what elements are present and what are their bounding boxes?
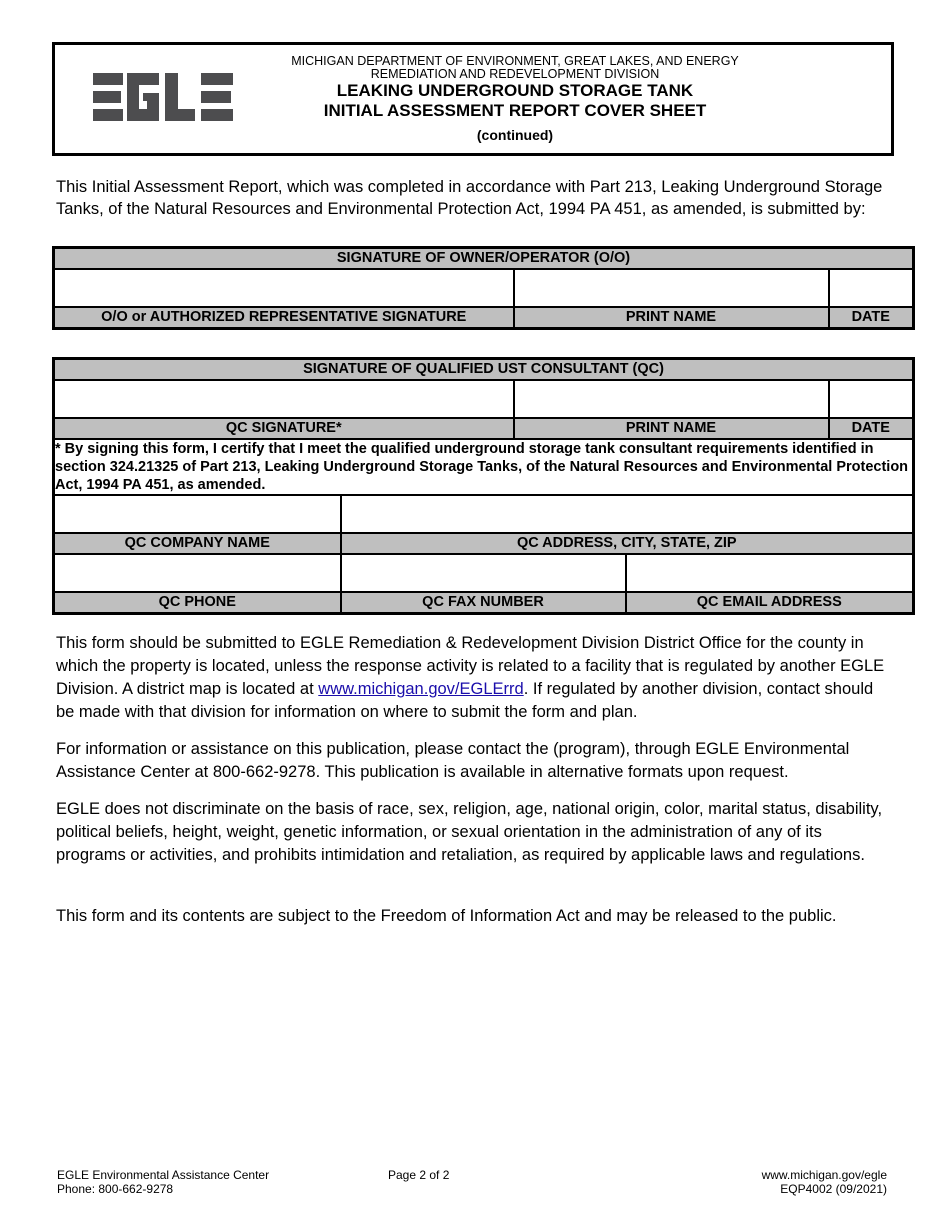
footer-left — [57, 1168, 269, 1196]
submission-paragraph — [56, 632, 896, 724]
qc-fax-label: QC FAX NUMBER — [341, 592, 626, 614]
submission-text-2: . If regulated by another division, contact should be made with that division for information on where to submit the form and plan. — [56, 680, 874, 721]
foia-paragraph: This form and its contents are subject to the Freedom of Information Act and may be released to the public. — [56, 907, 837, 925]
egle-logo — [93, 71, 233, 123]
district-map-link[interactable]: www.michigan.gov/EGLErrd — [318, 680, 524, 698]
qc-print-name-field[interactable] — [514, 380, 829, 418]
owner-signature-table — [52, 246, 915, 330]
footer-center-name: EGLE Environmental Assistance Center — [57, 1168, 270, 1182]
footer-website: www.michigan.gov/egle — [761, 1168, 887, 1182]
department-name: MICHIGAN DEPARTMENT OF ENVIRONMENT, GREAT LAKES, AND ENERGY — [291, 54, 739, 68]
form-title-line2: INITIAL ASSESSMENT REPORT COVER SHEET — [323, 101, 707, 120]
qc-signature-table — [52, 357, 915, 615]
header-text — [245, 55, 785, 143]
qc-company-name-field[interactable] — [54, 495, 341, 533]
qc-signature-field[interactable] — [54, 380, 514, 418]
owner-signature-label: O/O or AUTHORIZED REPRESENTATIVE SIGNATURE — [54, 307, 514, 329]
assistance-paragraph: For information or assistance on this publication, please contact the (program), through EGLE Environmental Assistance Center at 800-662-9278. This publication is available in alternative formats upon request. — [56, 740, 850, 781]
qc-date-label: DATE — [829, 418, 914, 439]
qc-address-field[interactable] — [341, 495, 914, 533]
owner-print-name-label: PRINT NAME — [514, 307, 829, 329]
footer-right — [762, 1168, 887, 1196]
footer-form-id: EQP4002 (09/2021) — [780, 1182, 887, 1196]
qc-phone-field[interactable] — [54, 554, 341, 592]
owner-print-name-field[interactable] — [514, 269, 829, 307]
division-name: REMEDIATION AND REDEVELOPMENT DIVISION — [370, 67, 660, 81]
footer-phone: Phone: 800-662-9278 — [57, 1182, 174, 1196]
qc-section-title: SIGNATURE OF QUALIFIED UST CONSULTANT (QC) — [54, 359, 914, 381]
qc-email-label: QC EMAIL ADDRESS — [626, 592, 914, 614]
continued-label: (continued) — [476, 127, 554, 143]
qc-company-name-label: QC COMPANY NAME — [54, 533, 341, 554]
intro-text: This Initial Assessment Report, which was completed in accordance with Part 213, Leaking Underground Storage Tanks, of the Natural Resources and Environmental Protection Act, 1994 PA 451, as amended, is submitted by: — [56, 178, 883, 218]
owner-signature-field[interactable] — [54, 269, 514, 307]
qc-fax-field[interactable] — [341, 554, 626, 592]
qc-address-label: QC ADDRESS, CITY, STATE, ZIP — [341, 533, 914, 554]
qc-phone-label: QC PHONE — [54, 592, 341, 614]
header-box — [52, 42, 894, 156]
qc-email-field[interactable] — [626, 554, 914, 592]
owner-section-title: SIGNATURE OF OWNER/OPERATOR (O/O) — [54, 248, 914, 270]
form-title-line1: LEAKING UNDERGROUND STORAGE TANK — [336, 81, 694, 100]
qc-signature-label: QC SIGNATURE* — [54, 418, 514, 439]
qc-print-name-label: PRINT NAME — [514, 418, 829, 439]
owner-date-field[interactable] — [829, 269, 914, 307]
nondiscrimination-paragraph: EGLE does not discriminate on the basis of race, sex, religion, age, national origin, color, marital status, disability, political beliefs, height, weight, genetic information, or sexual orientation in the administration of any of its programs or activities, and prohibits intimidation and retaliation, as required by applicable laws and regulations. — [56, 800, 883, 864]
qc-certification-note: * By signing this form, I certify that I meet the qualified underground storage tank consultant requirements identified in section 324.21325 of Part 213, Leaking Underground Storage Tanks, of the Natural Resources and Environmental Protection Act, 1994 PA 451, as amended. — [54, 439, 914, 495]
footer-page-number: Page 2 of 2 — [388, 1168, 450, 1182]
qc-date-field[interactable] — [829, 380, 914, 418]
owner-date-label: DATE — [829, 307, 914, 329]
submission-text-1: This form should be submitted to EGLE Remediation & Redevelopment Division District Office for the county in which the property is located, unless the response activity is related to a facility that is regulated by another EGLE Division. A district map is located at — [56, 634, 885, 698]
